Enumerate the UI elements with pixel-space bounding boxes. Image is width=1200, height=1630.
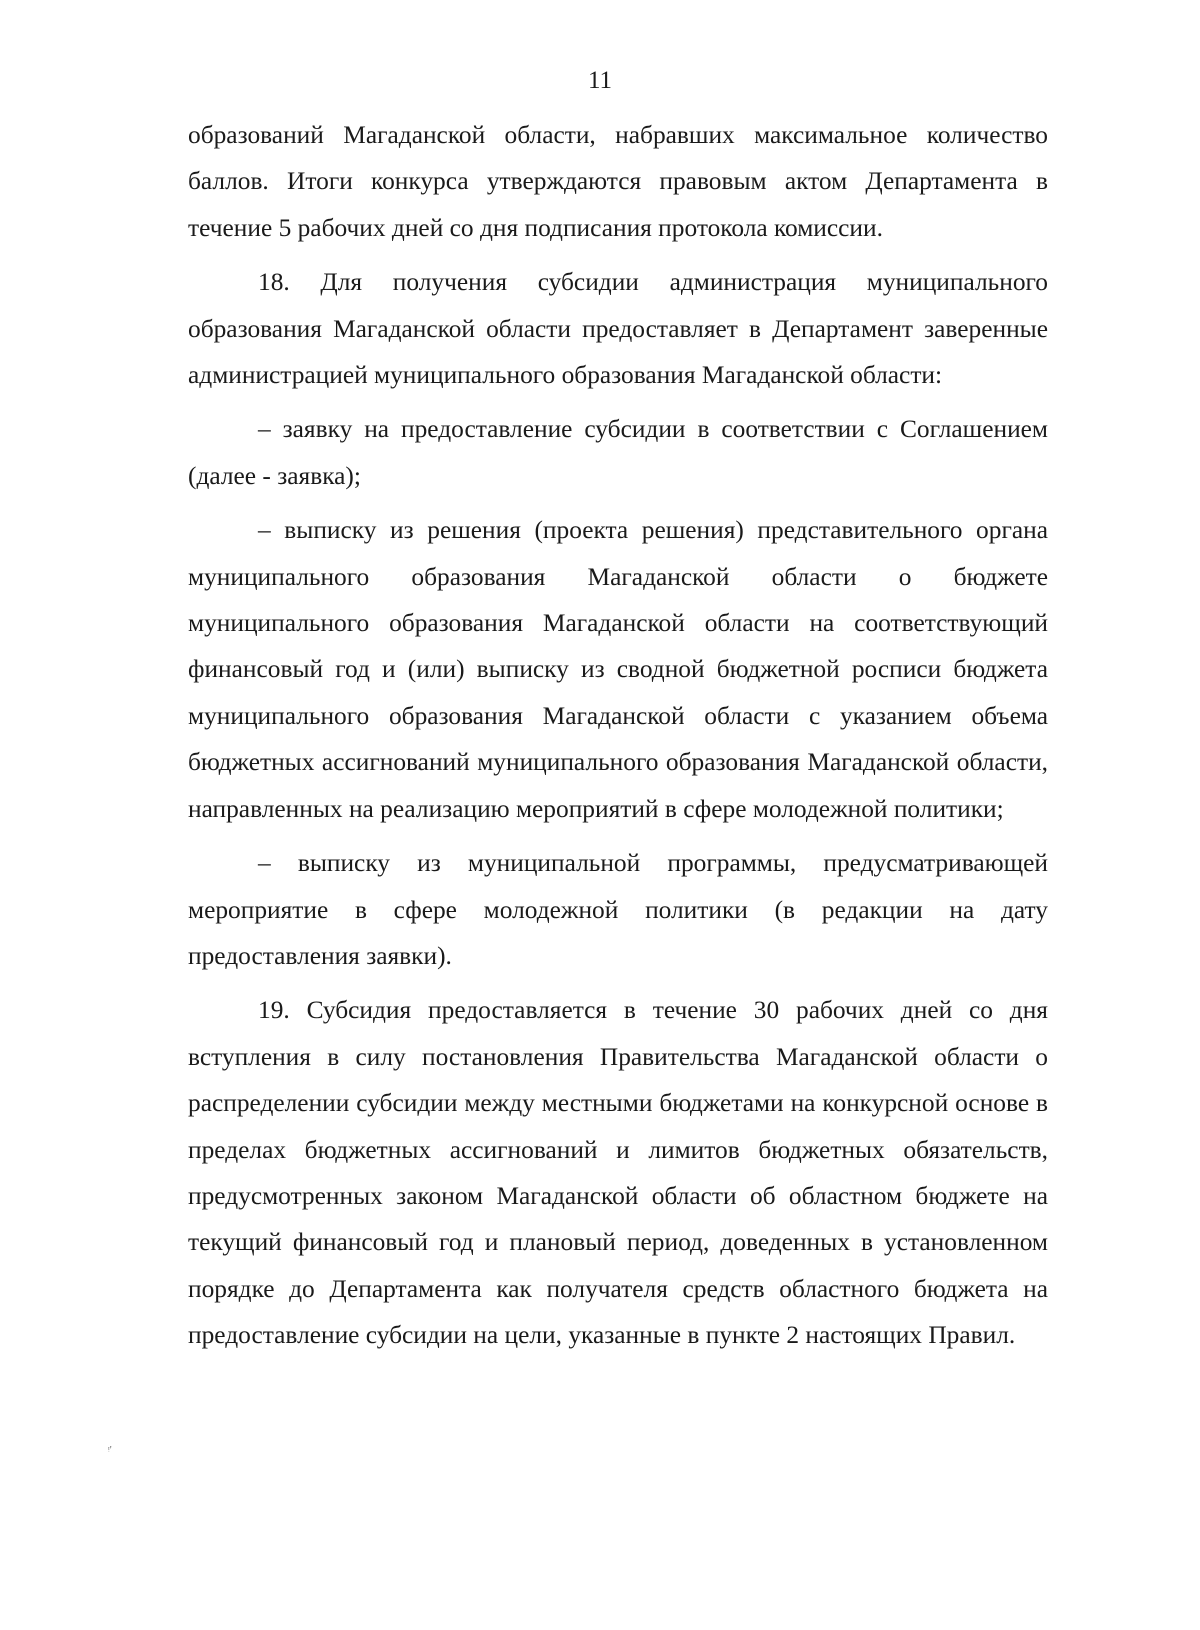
margin-scan-mark: ᵎ'	[108, 1444, 112, 1456]
paragraph-continuation: образований Магаданской области, набравших максимальное количество баллов. Итоги конкурса утверждаются правовым актом Департамента в течение 5 рабочих дней со дня подписания протокола комиссии.	[188, 121, 1048, 242]
paragraph-item-19: 19. Субсидия предоставляется в течение 30 рабочих дней со дня вступления в силу постановления Правительства Магаданской области о распределении субсидии между местными бюджетами на конкурсной основе в пределах бюджетных ассигнований и лимитов бюджетных обязательств, предусмотренных законом Магаданской области об областном бюджете на текущий финансовый год и плановый период, доведенных в установленном порядке до Департамента как получателя средств областного бюджета на предоставление субсидии на цели, указанные в пункте 2 настоящих Правил.	[188, 996, 1048, 1350]
paragraph-dash-program-extract: – выписку из муниципальной программы, предусматривающей мероприятие в сфере молодежной политики (в редакции на дату предоставления заявки).	[188, 849, 1048, 970]
paragraph-dash-budget-extract: – выписку из решения (проекта решения) представительного органа муниципального образования Магаданской области о бюджете муниципального образования Магаданской области на соответствующий финансовый год и (или) выписку из сводной бюджетной росписи бюджета муниципального образования Магаданской области с указанием объема бюджетных ассигнований муниципального образования Магаданской области, направленных на реализацию мероприятий в сфере молодежной политики;	[188, 516, 1048, 823]
document-body	[188, 112, 1048, 1359]
paragraph-item-18: 18. Для получения субсидии администрация муниципального образования Магаданской области предоставляет в Департамент заверенные администрацией муниципального образования Магаданской области:	[188, 268, 1048, 390]
page-number: 11	[587, 67, 613, 94]
paragraph-dash-application: – заявку на предоставление субсидии в соответствии с Соглашением (далее - заявка);	[188, 415, 1048, 490]
